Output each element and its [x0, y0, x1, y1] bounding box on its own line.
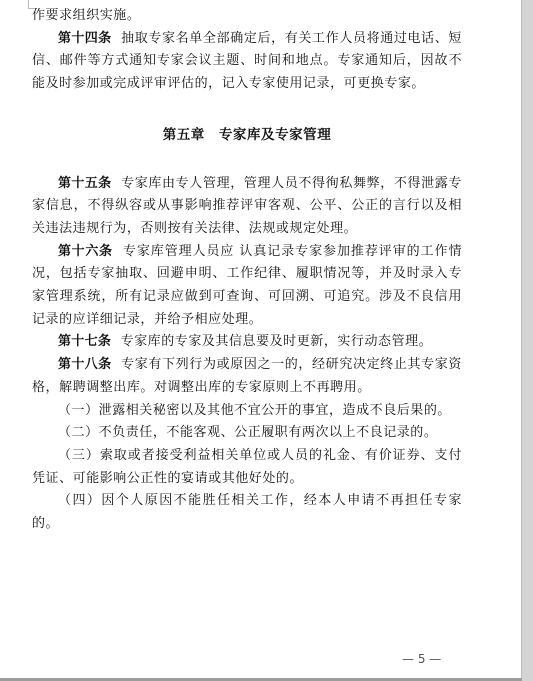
article-16: [32, 241, 462, 332]
list-item-1: （一）泄露相关秘密以及其他不宜公开的事宜，造成不良后果的。: [58, 402, 451, 418]
paragraph-continuation: 作要求组织实施。: [32, 8, 141, 23]
list-item-2: （二）不负责任，不能客观、公正履职有两次以上不良记录的。: [58, 425, 438, 441]
article-17-heading: 第十七条: [58, 334, 112, 350]
article-16-heading: 第十六条: [58, 243, 113, 259]
article-14-heading: 第十四条: [58, 30, 112, 46]
article-15-text: 专家库由专人管理，管理人员不得徇私舞弊，不得泄露专家信息，不得纵容或从事影响推荐评审客观、公平、公正的言行以及相关违法违规行为，否则按有关法律、法规或规定处理。: [32, 175, 462, 236]
article-18: [32, 354, 462, 399]
article-15-heading: 第十五条: [58, 175, 112, 191]
chapter-title: 第五章 专家库及专家管理: [162, 126, 332, 143]
list-item-4: （四）因个人原因不能胜任相关工作，经本人申请不再担任专家的。: [32, 493, 462, 532]
article-14-text: 抽取专家名单全部确定后，有关工作人员将通过电话、短信、邮件等方式通知专家会议主题、时间和地点。专家通知后，因故不能及时参加或完成评审评估的，记入专家使用记录，可更换专家。: [32, 30, 462, 92]
document-body: [32, 5, 462, 536]
vertical-scrollbar[interactable]: [521, 0, 533, 681]
list-item-3: （三）索取或者接受利益相关单位或人员的礼金、有价证券、支付凭证、可能影响公正性的宴请或其他好处的。: [32, 447, 462, 486]
article-14: [32, 28, 462, 96]
article-17-text: 专家库的专家及其信息要及时更新，实行动态管理。: [120, 334, 433, 350]
article-15: [32, 173, 462, 241]
page-number: — 5 —: [402, 652, 442, 666]
article-16-text: 专家库管理人员应 认真记录专家参加推荐评审的工作情况，包括专家抽取、回避申明、工作纪律、履职情况等，并及时录入专家管理系统，所有记录应做到可查询、可回溯、可追究。涉及不良信用记录的应详细记录，并给予相应处理。: [32, 243, 462, 327]
article-17: [32, 331, 462, 354]
article-18-heading: 第十八条: [58, 357, 112, 373]
article-18-text: 专家有下列行为或原因之一的，经研究决定终止其专家资格，解聘调整出库。对调整出库的专家原则上不再聘用。: [32, 357, 462, 395]
